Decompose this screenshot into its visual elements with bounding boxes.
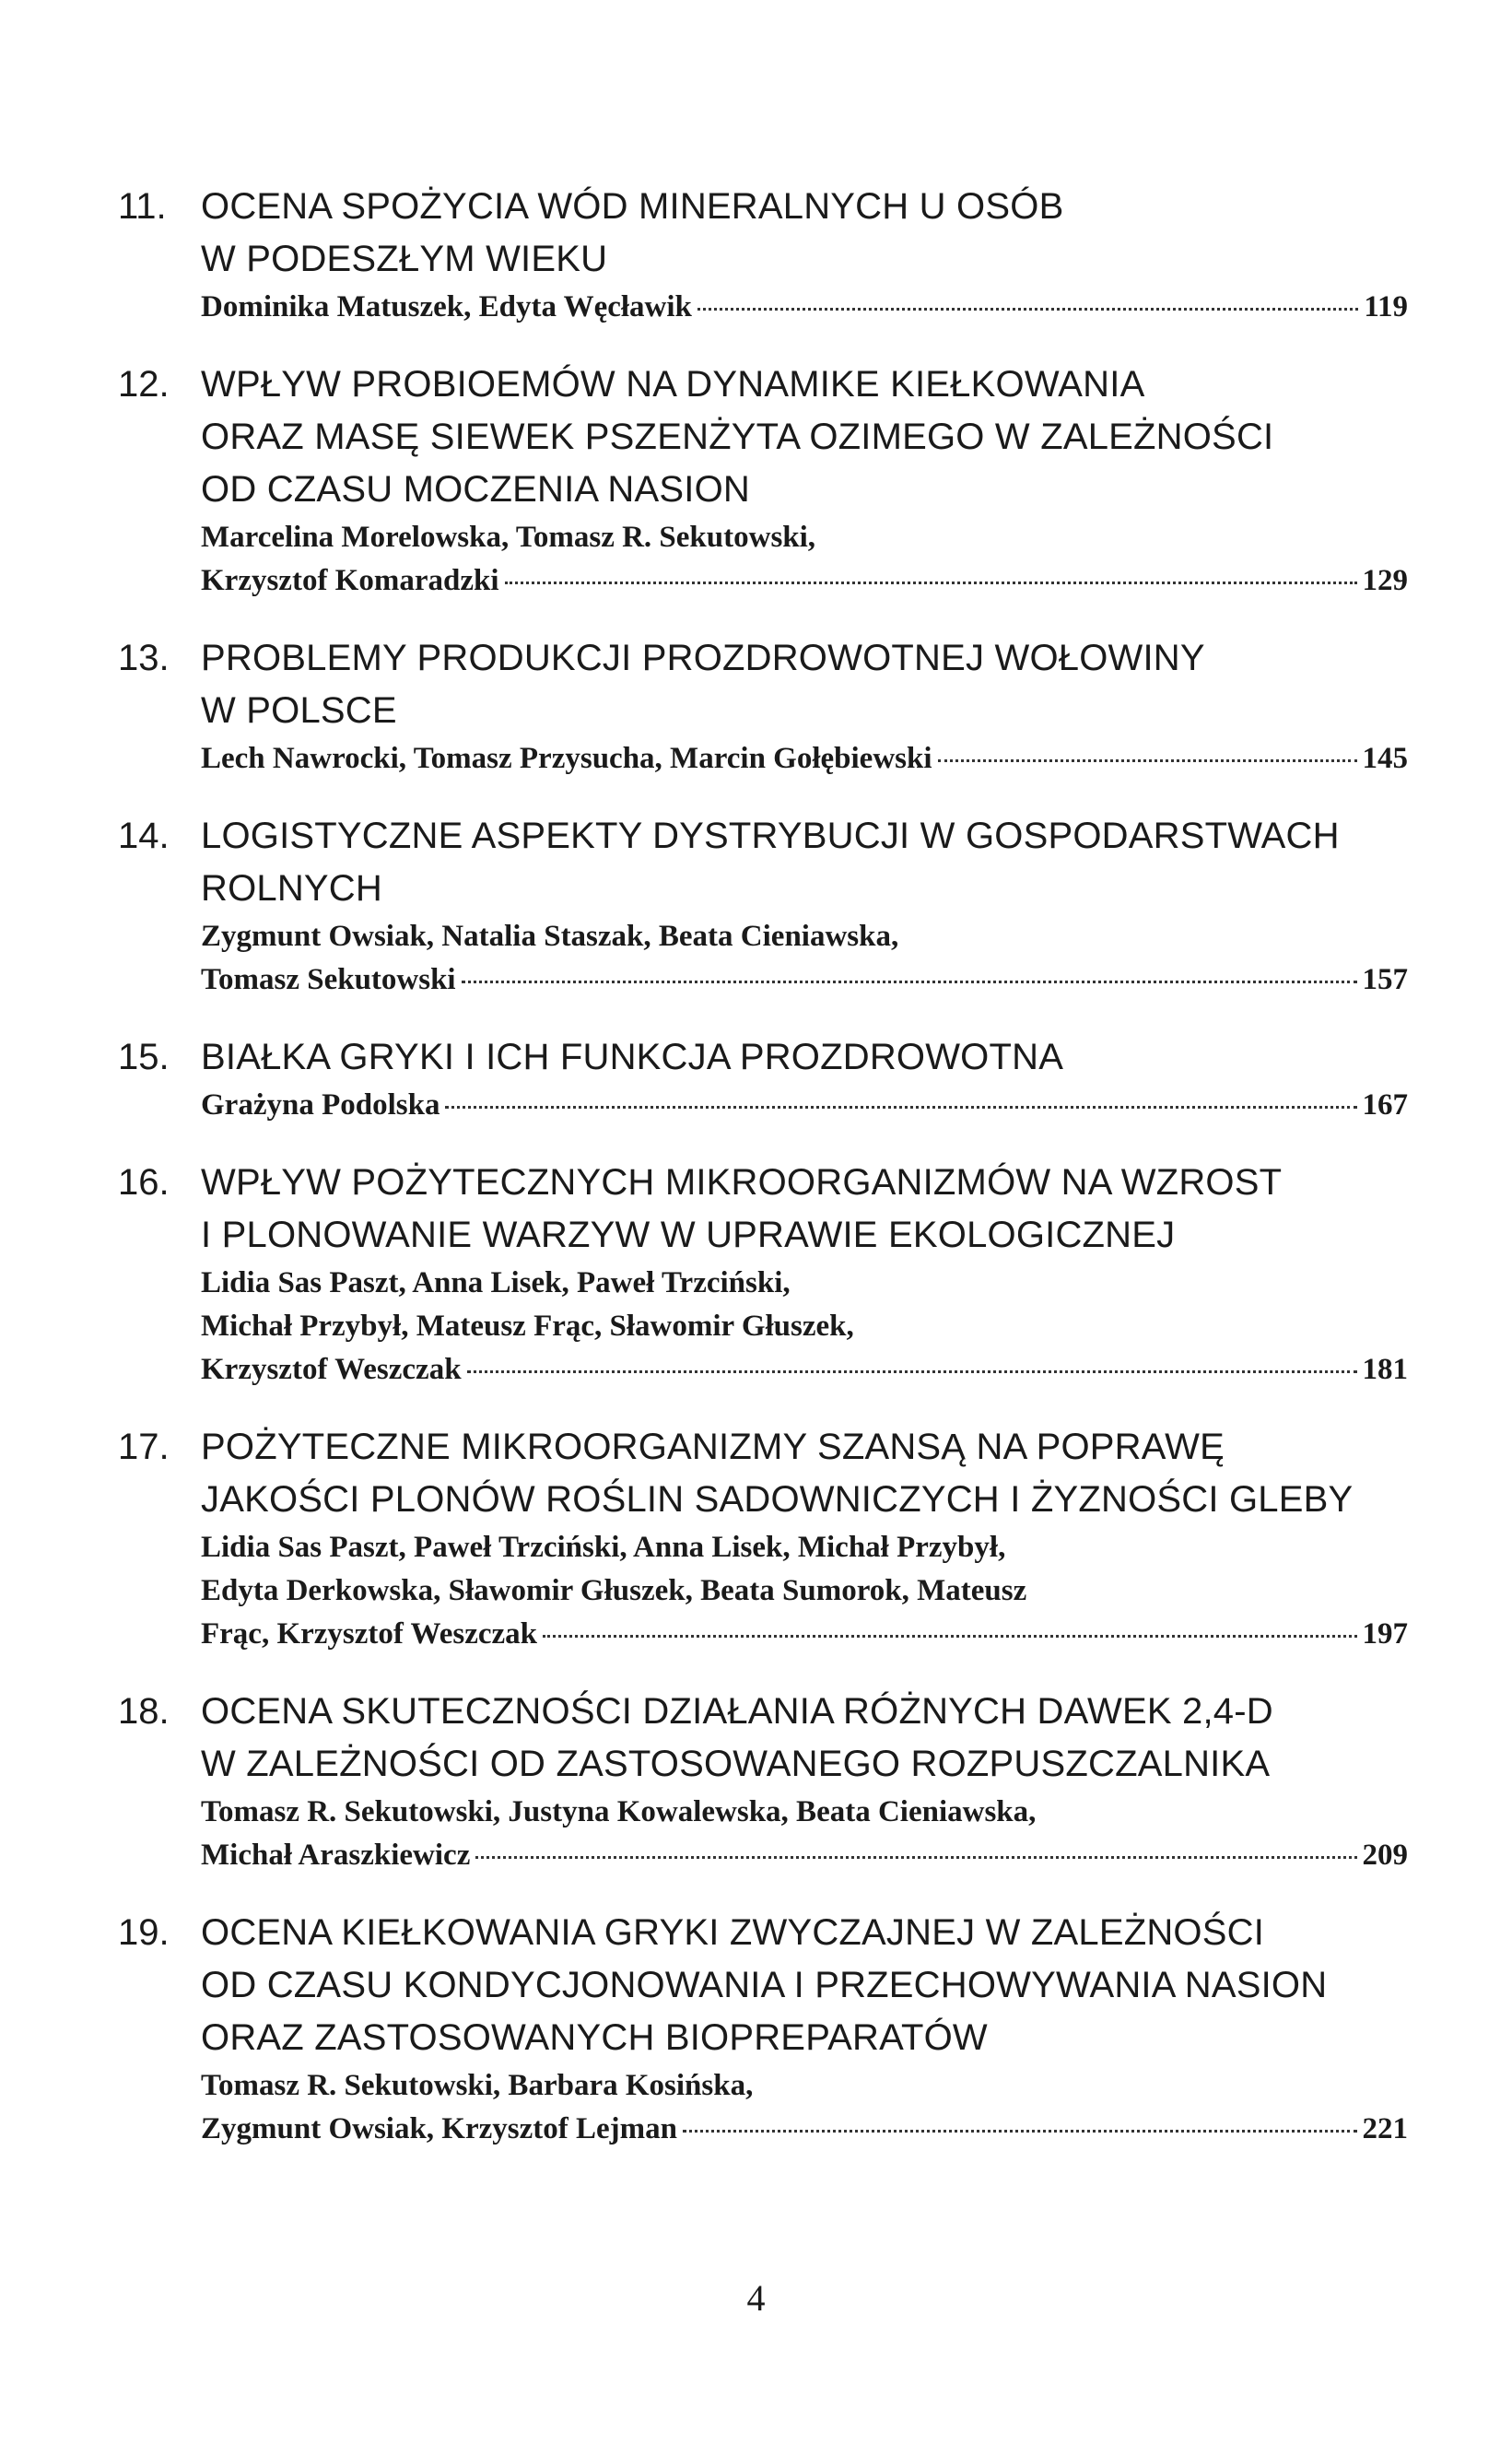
author-names: Dominika Matuszek, Edyta Węcławik [201, 290, 692, 323]
entry-authors [201, 516, 1408, 603]
entry-page-number: 129 [1362, 564, 1408, 597]
entry-page-number: 221 [1362, 2112, 1408, 2145]
entry-title [201, 358, 1408, 516]
entry-page-number: 181 [1362, 1353, 1408, 1386]
entry-page-number: 157 [1362, 963, 1408, 996]
toc-entry [118, 632, 1408, 781]
dot-leader [697, 308, 1358, 311]
entry-number: 16. [118, 1162, 170, 1203]
entry-title [201, 1031, 1408, 1084]
entry-authors [201, 1262, 1408, 1392]
entry-author-line [201, 958, 1408, 1002]
toc-entry [118, 1421, 1408, 1656]
entry-title-line: W ZALEŻNOŚCI OD ZASTOSOWANEGO ROZPUSZCZALNIKA [201, 1744, 1271, 1784]
entry-title [201, 1421, 1408, 1526]
entry-title [201, 1157, 1408, 1262]
entry-title-line: POŻYTECZNE MIKROORGANIZMY SZANSĄ NA POPRAWĘ [201, 1427, 1225, 1467]
dot-leader [938, 759, 1357, 762]
entry-title [201, 632, 1408, 737]
entry-title-line: I PLONOWANIE WARZYW W UPRAWIE EKOLOGICZNEJ [201, 1215, 1176, 1255]
dot-leader [445, 1106, 1356, 1109]
entry-number: 15. [118, 1037, 170, 1077]
entry-title-line: OCENA SKUTECZNOŚCI DZIAŁANIA RÓŻNYCH DAWEK 2,4-D [201, 1691, 1273, 1732]
entry-number: 18. [118, 1691, 170, 1732]
entry-page-number: 197 [1362, 1617, 1408, 1651]
entry-title-line: OD CZASU KONDYCJONOWANIA I PRZECHOWYWANIA NASION [201, 1965, 1328, 2005]
entry-page-number: 145 [1362, 742, 1408, 775]
entry-title [201, 1907, 1408, 2064]
entry-page-number: 209 [1362, 1839, 1408, 1872]
entry-title-line: W POLSCE [201, 690, 397, 731]
entry-title-line: JAKOŚCI PLONÓW ROŚLIN SADOWNICZYCH I ŻYZNOŚCI GLEBY [201, 1479, 1354, 1520]
entry-page-number: 167 [1362, 1088, 1408, 1122]
entry-title-line: WPŁYW PROBIOEMÓW NA DYNAMIKE KIEŁKOWANIA [201, 364, 1145, 405]
entry-title [201, 181, 1408, 286]
entry-authors [201, 737, 1408, 781]
entry-author-line: Edyta Derkowska, Sławomir Głuszek, Beata Sumorok, Mateusz [201, 1574, 1027, 1607]
entry-author-line [201, 1834, 1408, 1877]
entry-author-line [201, 737, 1408, 781]
entry-authors [201, 286, 1408, 329]
toc-entry [118, 1031, 1408, 1127]
toc-entry [118, 358, 1408, 603]
author-names: Lech Nawrocki, Tomasz Przysucha, Marcin Gołębiewski [201, 742, 932, 775]
entry-title-line: OCENA KIEŁKOWANIA GRYKI ZWYCZAJNEJ W ZALEŻNOŚCI [201, 1912, 1265, 1953]
author-names: Michał Araszkiewicz [201, 1839, 471, 1872]
entry-number: 17. [118, 1427, 170, 1467]
entry-author-line [201, 1084, 1408, 1127]
dot-leader [543, 1635, 1357, 1638]
entry-author-line: Michał Przybył, Mateusz Frąc, Sławomir Głuszek, [201, 1310, 854, 1343]
entry-author-line: Lidia Sas Paszt, Paweł Trzciński, Anna Lisek, Michał Przybył, [201, 1531, 1006, 1564]
author-names: Tomasz Sekutowski [201, 963, 456, 996]
entry-author-line [201, 286, 1408, 329]
entry-author-line [201, 1348, 1408, 1392]
entry-authors [201, 2064, 1408, 2151]
dot-leader [462, 981, 1357, 983]
entry-title-line: ROLNYCH [201, 868, 382, 909]
entry-author-line: Tomasz R. Sekutowski, Justyna Kowalewska, Beata Cieniawska, [201, 1795, 1037, 1828]
entry-title-line: ORAZ ZASTOSOWANYCH BIOPREPARATÓW [201, 2017, 988, 2058]
page-number: 4 [746, 2277, 766, 2319]
dot-leader [467, 1370, 1357, 1373]
toc-entry [118, 1686, 1408, 1877]
entry-author-line: Lidia Sas Paszt, Anna Lisek, Paweł Trzciński, [201, 1266, 791, 1299]
dot-leader [475, 1856, 1356, 1859]
entry-title [201, 1686, 1408, 1791]
toc-entry [118, 1907, 1408, 2151]
author-names: Zygmunt Owsiak, Krzysztof Lejman [201, 2112, 677, 2145]
entry-title [201, 810, 1408, 915]
entry-title-line: LOGISTYCZNE ASPEKTY DYSTRYBUCJI W GOSPODARSTWACH [201, 816, 1340, 856]
toc-entry [118, 1157, 1408, 1392]
entry-author-line: Tomasz R. Sekutowski, Barbara Kosińska, [201, 2069, 754, 2102]
entry-title-line: BIAŁKA GRYKI I ICH FUNKCJA PROZDROWOTNA [201, 1037, 1064, 1077]
entry-authors [201, 1526, 1408, 1656]
entry-authors [201, 1791, 1408, 1877]
entry-author-line: Zygmunt Owsiak, Natalia Staszak, Beata Cieniawska, [201, 920, 899, 953]
table-of-contents [118, 181, 1408, 2180]
entry-author-line [201, 559, 1408, 603]
entry-author-line [201, 1613, 1408, 1656]
entry-author-line [201, 2108, 1408, 2151]
entry-number: 11. [118, 186, 167, 227]
entry-title-line: PROBLEMY PRODUKCJI PROZDROWOTNEJ WOŁOWINY [201, 638, 1205, 678]
dot-leader [683, 2130, 1357, 2133]
entry-authors [201, 915, 1408, 1002]
entry-number: 13. [118, 638, 170, 678]
entry-authors [201, 1084, 1408, 1127]
entry-title-line: W PODESZŁYM WIEKU [201, 239, 608, 279]
author-names: Krzysztof Komaradzki [201, 564, 499, 597]
toc-entry [118, 181, 1408, 329]
author-names: Grażyna Podolska [201, 1088, 440, 1122]
entry-page-number: 119 [1364, 290, 1408, 323]
entry-title-line: ORAZ MASĘ SIEWEK PSZENŻYTA OZIMEGO W ZALEŻNOŚCI [201, 417, 1274, 457]
entry-number: 12. [118, 364, 170, 405]
toc-entry [118, 810, 1408, 1002]
entry-number: 14. [118, 816, 170, 856]
entry-number: 19. [118, 1912, 170, 1953]
author-names: Krzysztof Weszczak [201, 1353, 462, 1386]
author-names: Frąc, Krzysztof Weszczak [201, 1617, 537, 1651]
entry-title-line: WPŁYW POŻYTECZNYCH MIKROORGANIZMÓW NA WZROST [201, 1162, 1283, 1203]
entry-title-line: OCENA SPOŻYCIA WÓD MINERALNYCH U OSÓB [201, 186, 1064, 227]
dot-leader [505, 582, 1357, 584]
entry-author-line: Marcelina Morelowska, Tomasz R. Sekutowski, [201, 521, 816, 554]
entry-title-line: OD CZASU MOCZENIA NASION [201, 469, 750, 510]
